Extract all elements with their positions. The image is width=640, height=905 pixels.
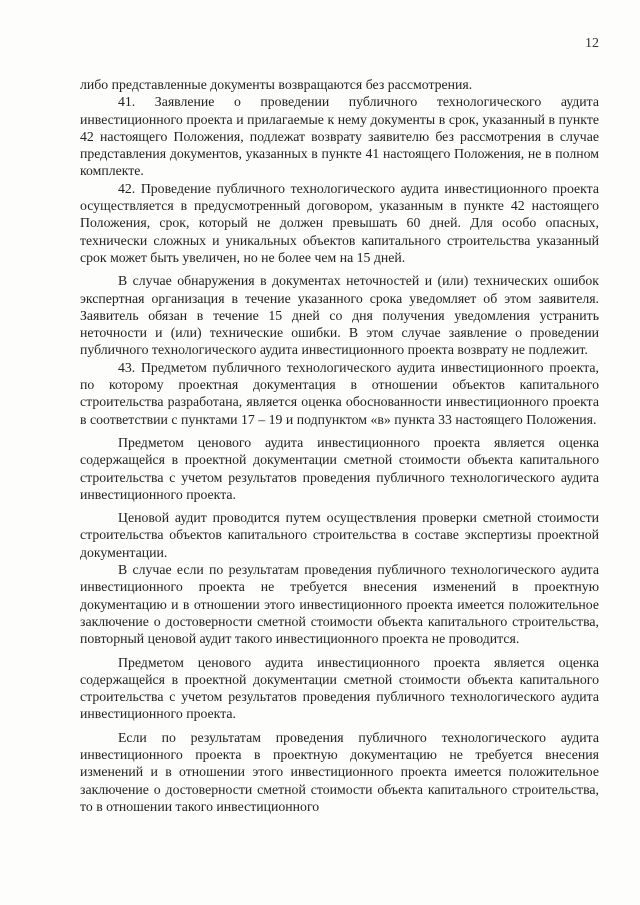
paragraph-price-audit-method: Ценовой аудит проводится путем осуществления проверки сметной стоимости строительства объектов капитального строительства в составе экспертизы проектной документации. — [80, 510, 599, 560]
paragraph-43: 43. Предметом публичного технологического аудита инвестиционного проекта, по которому проектная документация в отношении объектов капитального строительства разработана, является оценка обоснованности инвестиционного проекта в соответствии с пунктами 17 – 19 и подпунктом «в» пункта 33 настоящего Положения. — [80, 359, 599, 427]
paragraph-no-changes-case: Если по результатам проведения публичного технологического аудита инвестиционного проекта в проектную документацию не требуется внесения изменений и в отношении этого инвестиционного проекта имеется положительное заключение о достоверности сметной стоимости объекта капитального строительства, то в отношении такого инвестиционного — [80, 729, 599, 814]
paragraph-continuation: либо представленные документы возвращаются без рассмотрения. — [80, 77, 473, 92]
paragraph-errors-notice: В случае обнаружения в документах неточностей и (или) технических ошибок экспертная организация в течение указанного срока уведомляет об этом заявителя. Заявитель обязан в течение 15 дней со дня получения уведомления устранить неточности и (или) технические ошибки. В этом случае заявление о проведении публичного технологического аудита инвестиционного проекта возврату не подлежит. — [80, 273, 599, 358]
paragraph-price-audit-subject: Предметом ценового аудита инвестиционного проекта является оценка содержащейся в проектной документации сметной стоимости объекта капитального строительства с учетом результатов проведения публичного технологического аудита инвестиционного проекта. — [80, 434, 599, 502]
paragraph-price-audit-subject-repeat: Предметом ценового аудита инвестиционного проекта является оценка содержащейся в проектной документации сметной стоимости объекта капитального строительства с учетом результатов проведения публичного технологического аудита инвестиционного проекта. — [80, 654, 599, 722]
paragraph-41: 41. Заявление о проведении публичного технологического аудита инвестиционного проекта и прилагаемые к нему документы в срок, указанный в пункте 42 настоящего Положения, подлежат возврату заявителю без рассмотрения в случае представления документов, указанных в пункте 41 настоящего Положения, не в полном комплекте. — [80, 94, 599, 179]
page-number: 12 — [585, 36, 599, 51]
paragraph-42: 42. Проведение публичного технологического аудита инвестиционного проекта осуществляется в предусмотренный договором, указанным в пункте 42 настоящего Положения, срок, который не должен превышать 60 дней. Для особо опасных, технически сложных и уникальных объектов капитального строительства указанный срок может быть увеличен, но не более чем на 15 дней. — [80, 180, 599, 265]
document-body — [80, 76, 599, 815]
paragraph-repeat-audit: В случае если по результатам проведения публичного технологического аудита инвестиционного проекта не требуется внесения изменений в проектную документацию и в отношении этого инвестиционного проекта имеется положительное заключение о достоверности сметной стоимости объекта капитального строительства, повторный ценовой аудит такого инвестиционного проекта не проводится. — [80, 562, 599, 647]
